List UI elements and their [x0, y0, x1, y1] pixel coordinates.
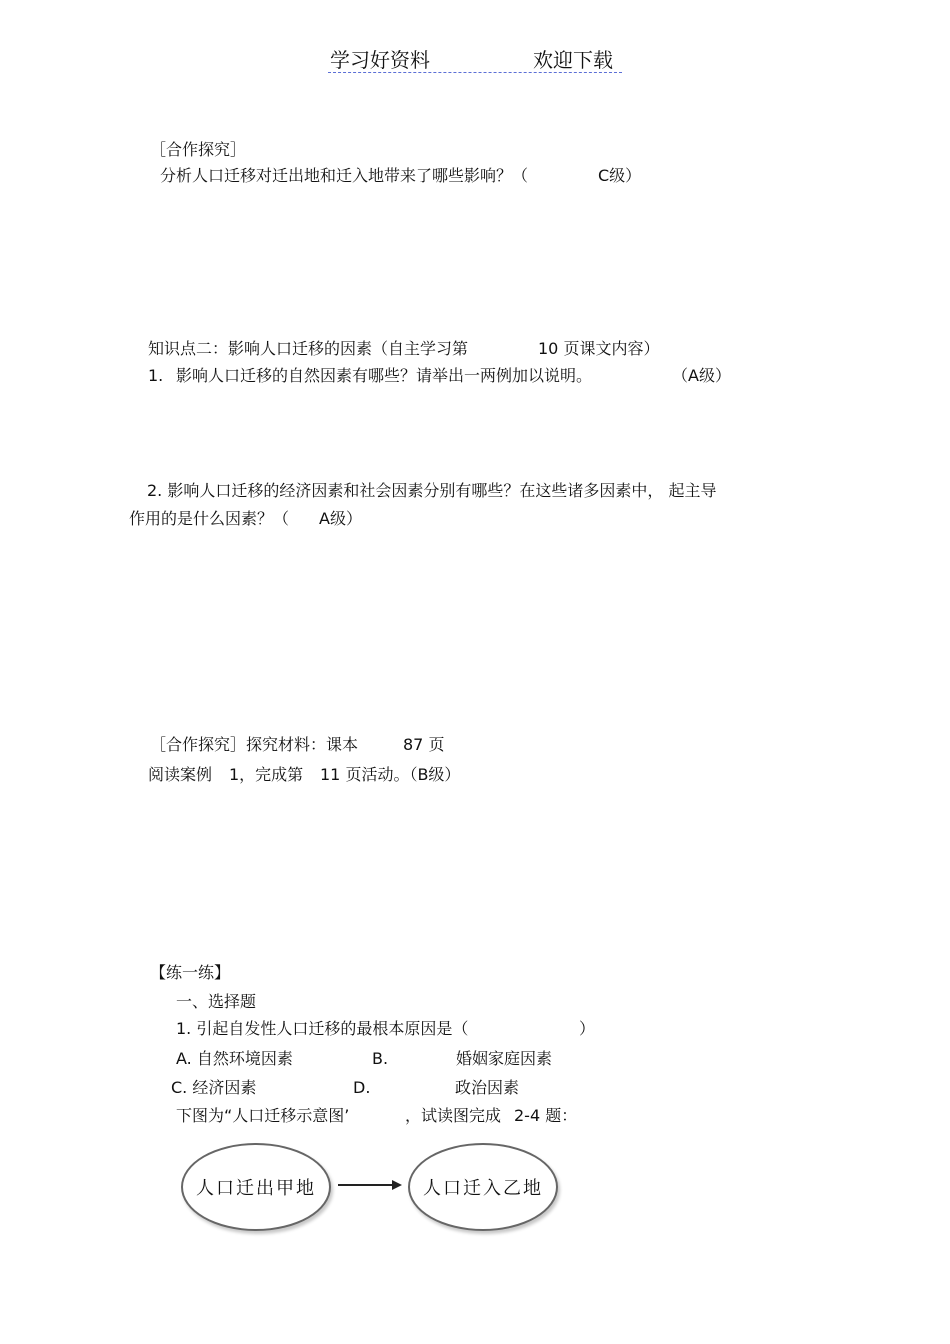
practice-q1-close: ）	[579, 1019, 596, 1038]
k2-q2-line1: 2. 影响人口迁移的经济因素和社会因素分别有哪些？在这些诸多因素中， 起主导	[147, 481, 717, 500]
figure-intro-c: 2-4 题：	[514, 1106, 578, 1125]
header-left: 学习好资料	[330, 48, 430, 72]
option-c: C. 经济因素	[171, 1078, 257, 1097]
k2-q2-line2-a: 作用的是什么因素？（	[129, 509, 290, 528]
diagram-origin-label: 人口迁出甲地	[196, 1178, 316, 1199]
diagram-origin-oval	[181, 1143, 331, 1231]
arrow-right-icon	[336, 1175, 406, 1195]
coop2-page: 87 页	[403, 735, 445, 754]
option-d-label: D.	[353, 1078, 371, 1097]
diagram-destination-oval	[408, 1143, 558, 1231]
option-b: 婚姻家庭因素	[456, 1049, 553, 1068]
practice-q1: 1. 引起自发性人口迁移的最根本原因是（	[176, 1019, 469, 1038]
k2-q2-line2-b: A级）	[319, 509, 362, 528]
coop2-read-a: 阅读案例	[148, 765, 213, 784]
coop1-level: C级）	[598, 166, 642, 185]
coop1-title: ［合作探究］	[150, 140, 247, 159]
k2-q1-text: 影响人口迁移的自然因素有哪些？请举出一两例加以说明。	[176, 366, 593, 385]
knowledge2-title: 知识点二：影响人口迁移的因素（自主学习第	[148, 339, 469, 358]
figure-intro-a: 下图为“人口迁移示意图’	[176, 1106, 350, 1125]
coop2-title: ［合作探究］探究材料：课本	[150, 735, 359, 754]
coop2-read-c: 11 页活动。（B级）	[320, 765, 461, 784]
option-a: A. 自然环境因素	[176, 1049, 293, 1068]
header-dashed-line	[328, 72, 622, 73]
coop1-question: 分析人口迁移对迁出地和迁入地带来了哪些影响？（	[160, 166, 529, 185]
figure-intro-b: ，试读图完成	[405, 1106, 502, 1125]
k2-q1-level: （A级）	[672, 366, 731, 385]
option-d: 政治因素	[455, 1078, 520, 1097]
diagram-destination-label: 人口迁入乙地	[423, 1178, 543, 1199]
knowledge2-page-ref: 10 页课文内容）	[538, 339, 660, 358]
coop2-read-b: 1，完成第	[229, 765, 304, 784]
practice-title: 【练一练】	[150, 963, 231, 982]
option-b-label: B.	[372, 1049, 389, 1068]
k2-q1-number: 1.	[148, 366, 164, 385]
practice-section: 一、选择题	[176, 992, 257, 1011]
header-right: 欢迎下载	[533, 48, 613, 72]
